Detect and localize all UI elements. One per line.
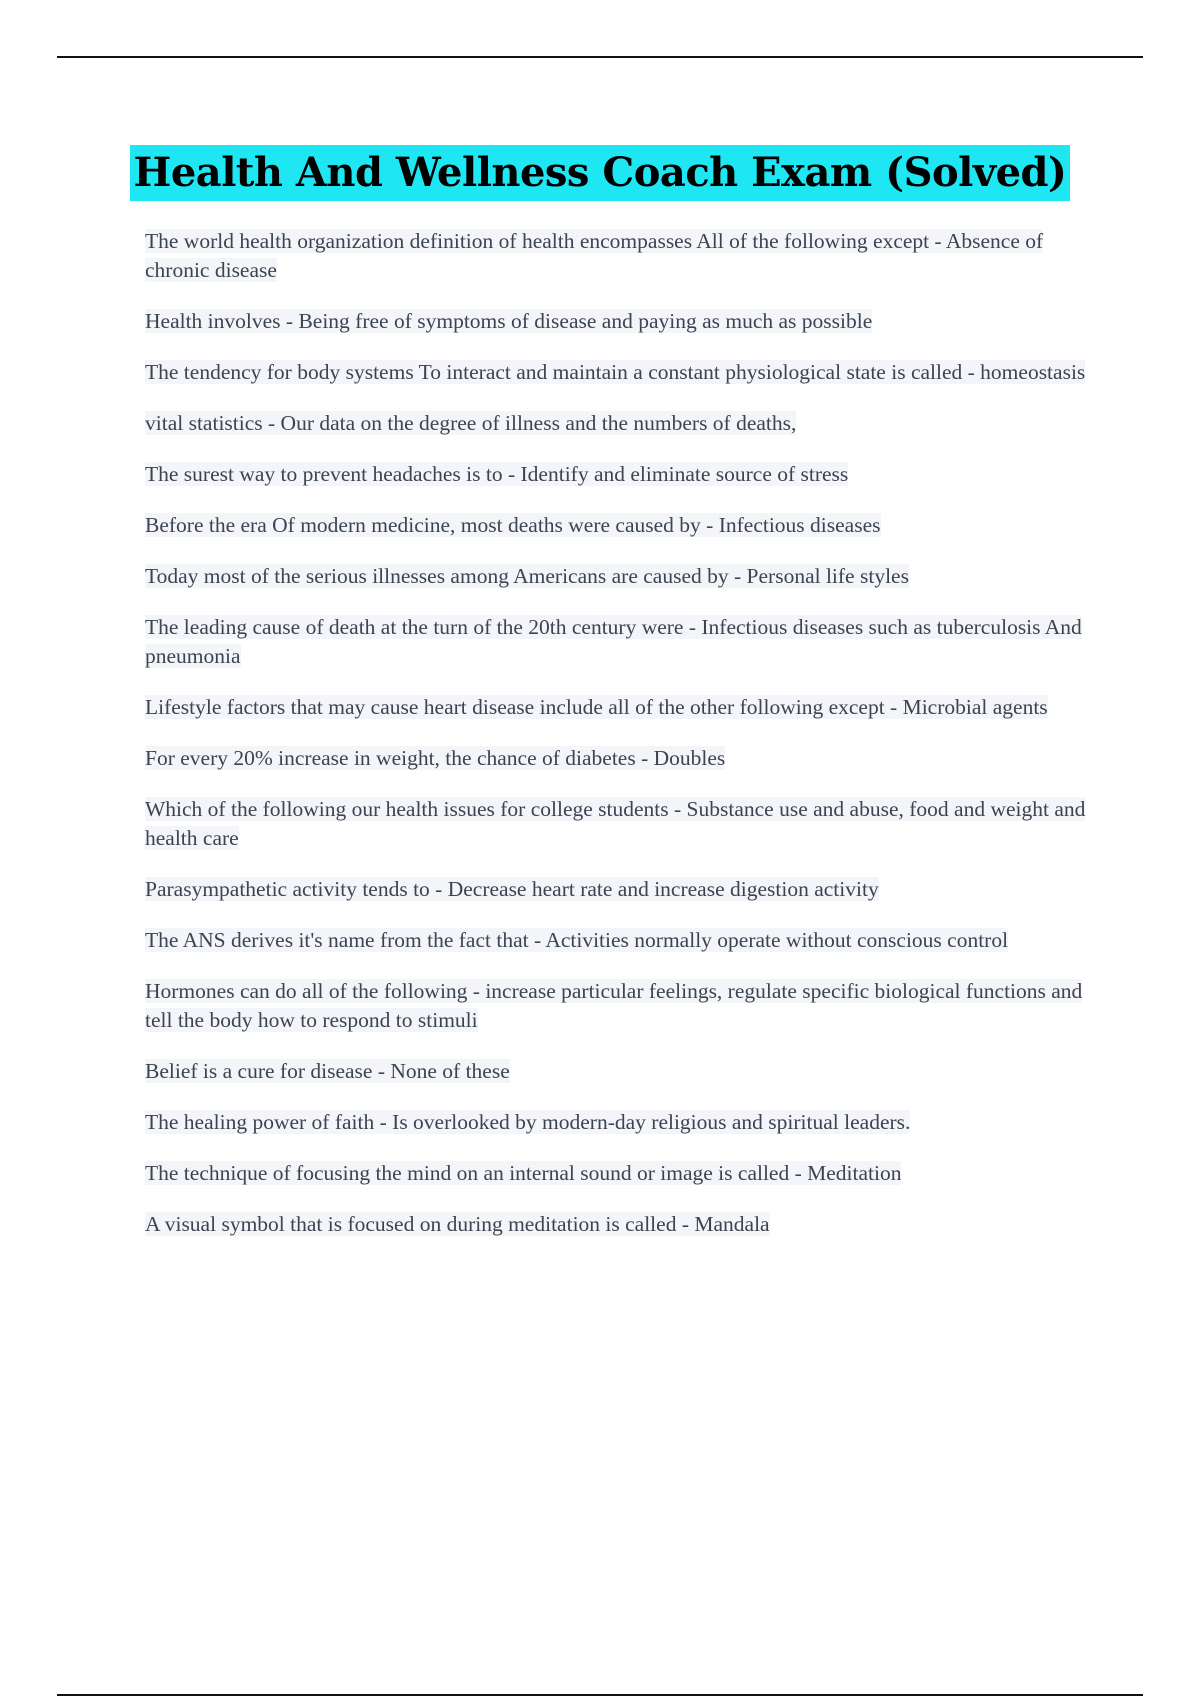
qa-item: [145, 795, 1095, 853]
qa-text: The technique of focusing the mind on an internal sound or image is called - Meditation: [145, 1161, 902, 1185]
qa-item: [145, 1108, 1095, 1137]
qa-item: [145, 1210, 1095, 1239]
qa-text: Health involves - Being free of symptoms of disease and paying as much as possible: [145, 309, 873, 333]
qa-item: [145, 977, 1095, 1035]
qa-text: vital statistics - Our data on the degree of illness and the numbers of deaths,: [145, 411, 797, 435]
qa-text: Belief is a cure for disease - None of these: [145, 1059, 510, 1083]
qa-text: The world health organization definition of health encompasses All of the following except - Absence of chronic disease: [145, 229, 1044, 282]
qa-text: The healing power of faith - Is overlooked by modern-day religious and spiritual leaders.: [145, 1110, 911, 1134]
qa-text: Hormones can do all of the following - increase particular feelings, regulate specific biological functions and tell the body how to respond to stimuli: [145, 979, 1083, 1032]
qa-item: [145, 693, 1095, 722]
qa-text: A visual symbol that is focused on during meditation is called - Mandala: [145, 1212, 770, 1236]
qa-item: [145, 926, 1095, 955]
qa-item: [145, 409, 1095, 438]
qa-text: The surest way to prevent headaches is to - Identify and eliminate source of stress: [145, 462, 849, 486]
qa-text: Parasympathetic activity tends to - Decrease heart rate and increase digestion activity: [145, 877, 879, 901]
qa-item: [145, 744, 1095, 773]
qa-item: [145, 562, 1095, 591]
qa-text: Today most of the serious illnesses among Americans are caused by - Personal life styles: [145, 564, 909, 588]
qa-text: The leading cause of death at the turn of the 20th century were - Infectious diseases such as tuberculosis And pneumonia: [145, 615, 1082, 668]
page-bottom-rule: [57, 1694, 1143, 1696]
title-container: [0, 145, 1200, 201]
qa-text: The ANS derives it's name from the fact that - Activities normally operate without conscious control: [145, 928, 1009, 952]
page-title: Health And Wellness Coach Exam (Solved): [130, 145, 1071, 201]
qa-text: Lifestyle factors that may cause heart disease include all of the other following except - Microbial agents: [145, 695, 1048, 719]
qa-item: [145, 875, 1095, 904]
question-answer-list: [145, 227, 1095, 1261]
qa-text: Which of the following our health issues for college students - Substance use and abuse, food and weight and health care: [145, 797, 1086, 850]
qa-text: Before the era Of modern medicine, most deaths were caused by - Infectious diseases: [145, 513, 881, 537]
qa-item: [145, 358, 1095, 387]
qa-item: [145, 227, 1095, 285]
qa-text: For every 20% increase in weight, the chance of diabetes - Doubles: [145, 746, 726, 770]
page-top-rule: [57, 56, 1143, 58]
qa-item: [145, 1057, 1095, 1086]
qa-item: [145, 460, 1095, 489]
qa-item: [145, 307, 1095, 336]
qa-item: [145, 511, 1095, 540]
qa-text: The tendency for body systems To interact and maintain a constant physiological state is called - homeostasis: [145, 360, 1086, 384]
qa-item: [145, 1159, 1095, 1188]
qa-item: [145, 613, 1095, 671]
